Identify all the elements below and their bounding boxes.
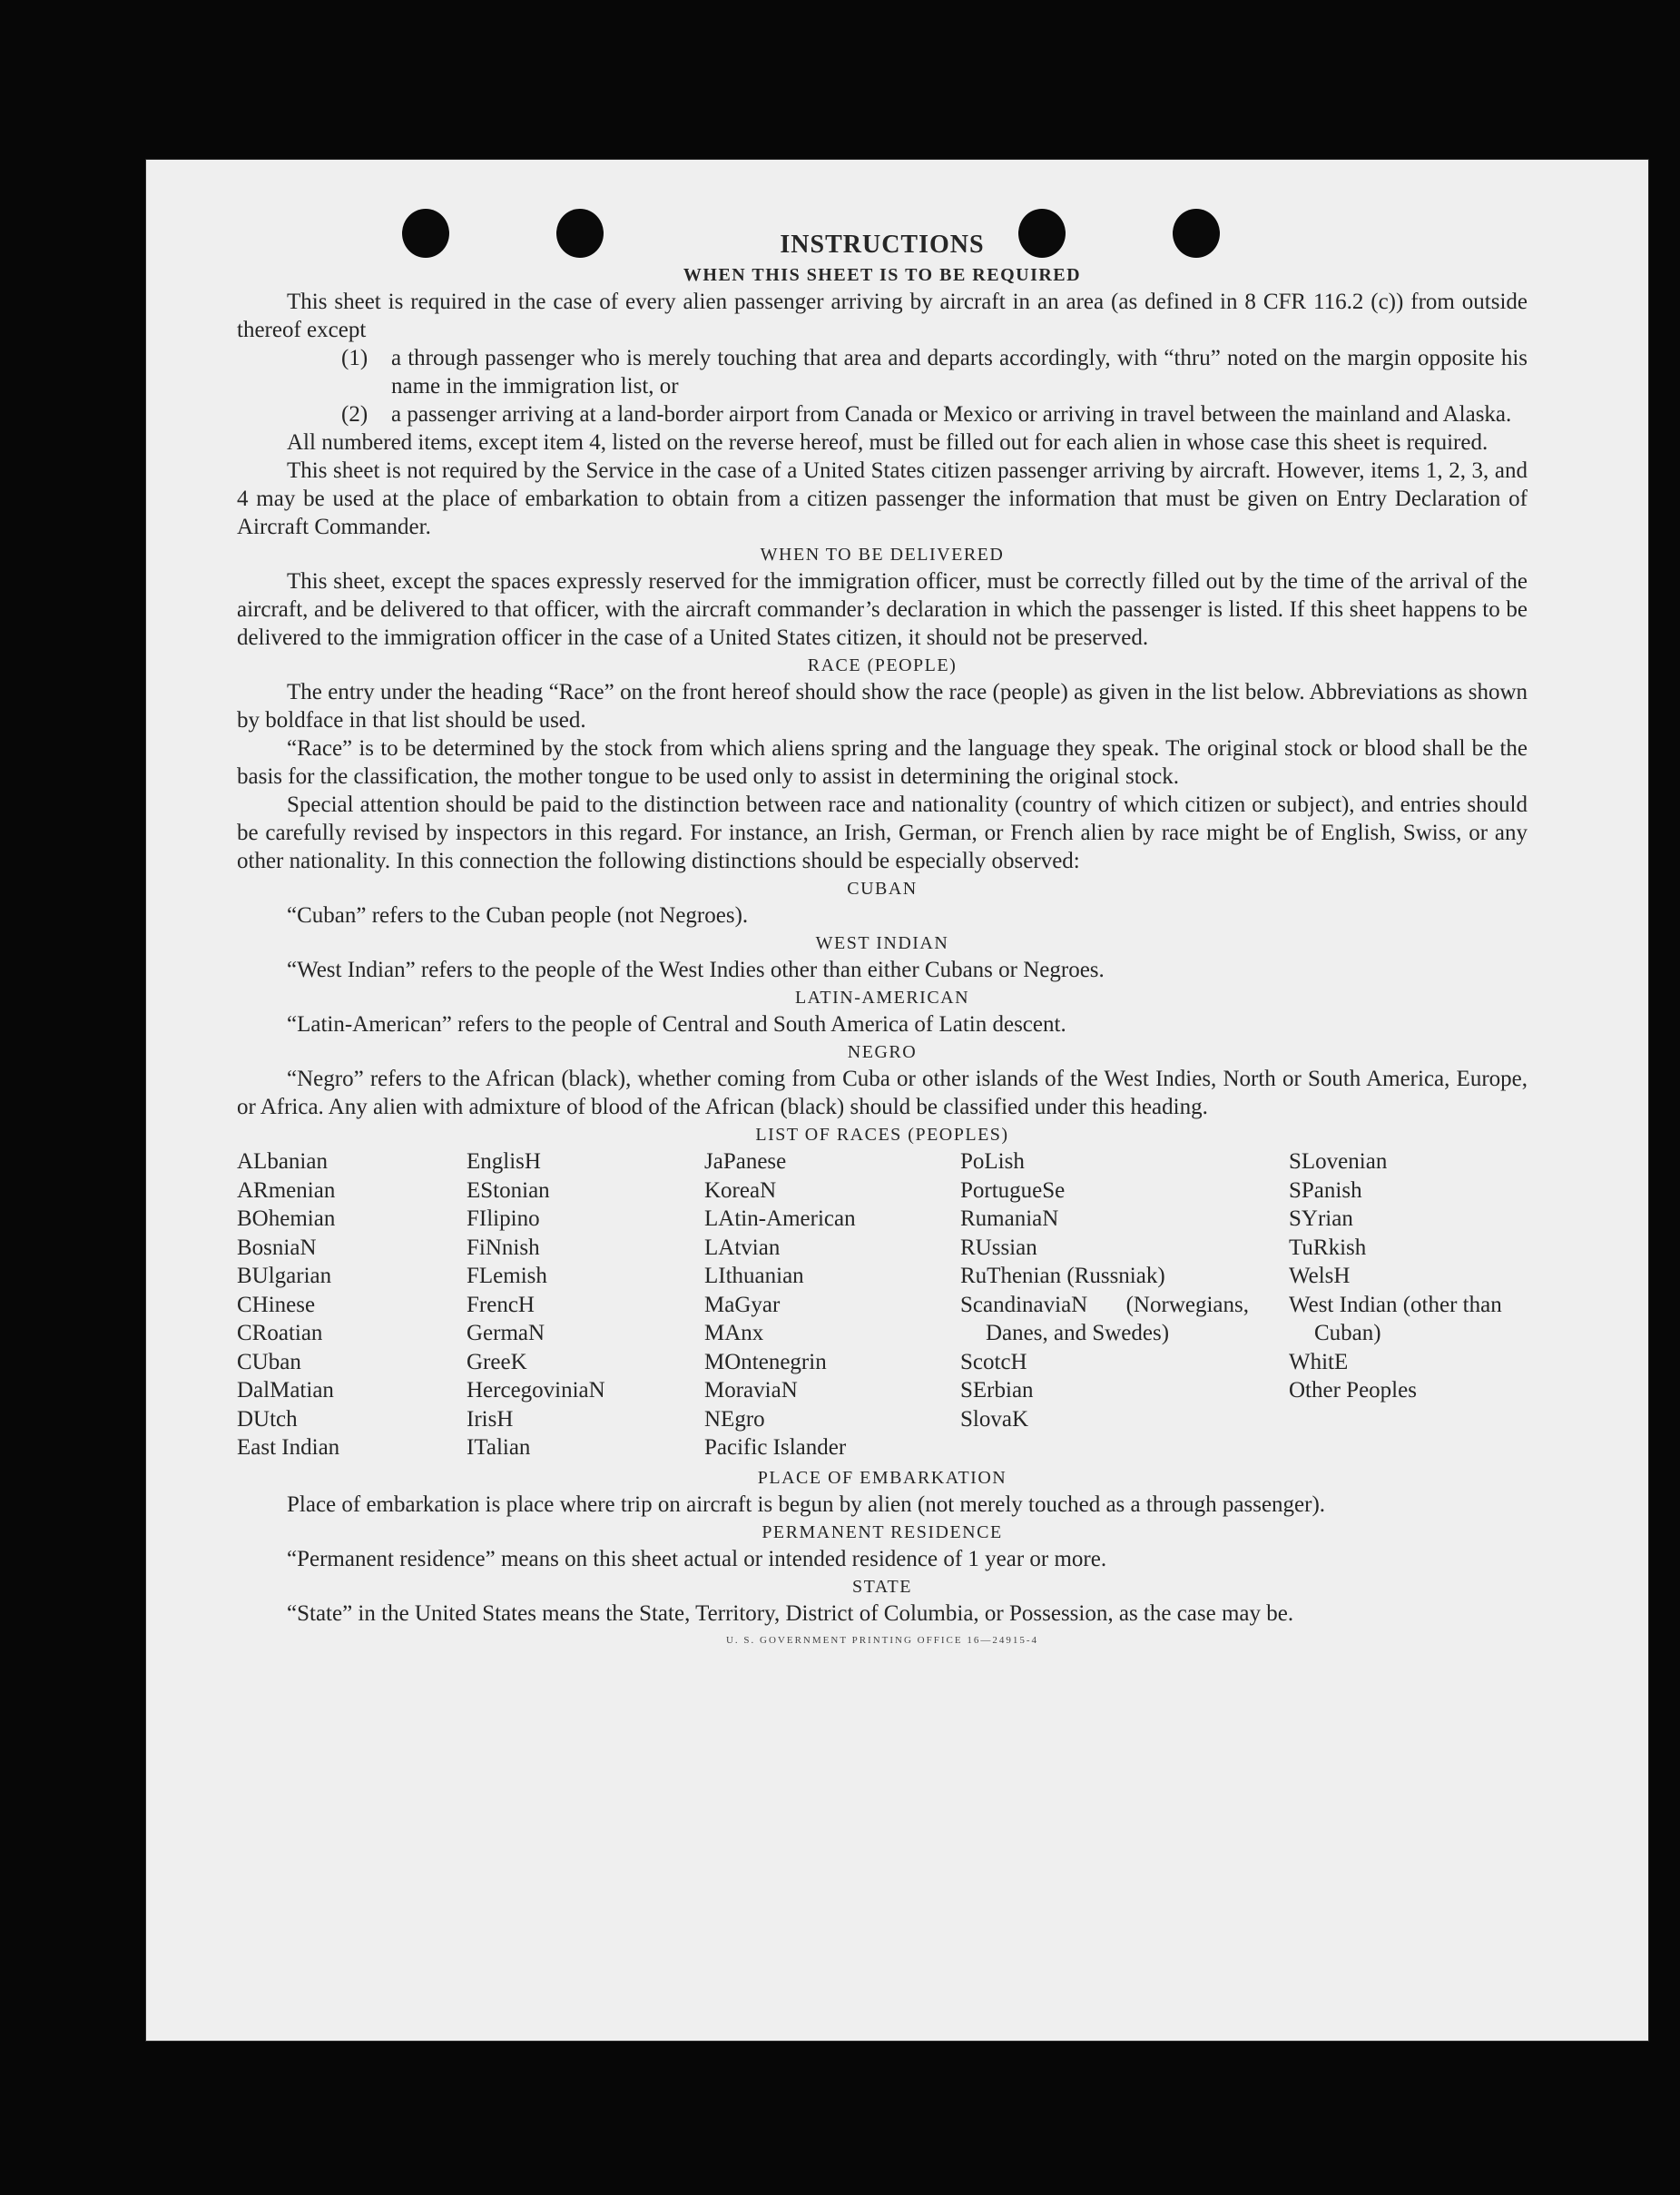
list-item: SlovaK [960, 1406, 1028, 1432]
printing-office-footer: U. S. GOVERNMENT PRINTING OFFICE 16—24915-4 [725, 1634, 1038, 1646]
page-title: INSTRUCTIONS [780, 231, 985, 259]
list-item: PortugueSe [960, 1177, 1066, 1203]
paragraph: All numbered items, except item 4, listed on the reverse hereof, must be filled out for each alien in whose case this sheet is required. [287, 430, 1488, 455]
list-item: BOhemian [237, 1206, 336, 1231]
list-item: RumaniaN [960, 1206, 1059, 1231]
list-item: KoreaN [704, 1177, 777, 1203]
paragraph: This sheet, except the spaces expressly reserved for the immigration officer, must be correctly filled out by the time of the arrival of the aircraft, and be delivered to that officer, with the aircraft commander’s declaration in which the passenger is listed. If this sheet happens to be delivered to the immigration officer in the case of a United States citizen, it should not be preserved. [237, 569, 1528, 650]
list-item: CHinese [237, 1292, 316, 1317]
list-item: LAtin-American [704, 1206, 856, 1231]
list-item: East Indian [237, 1435, 340, 1460]
list-item: FIlipino [467, 1206, 540, 1231]
list-item: BUlgarian [237, 1264, 332, 1288]
list-item: SErbian [960, 1378, 1034, 1403]
list-item [341, 344, 1528, 400]
list-item: EStonian [467, 1177, 550, 1203]
races-column-3 [704, 1147, 960, 1462]
paragraph: This sheet is required in the case of every alien passenger arriving by aircraft in an area (as defined in 8 CFR 116.2 (c)) from outside thereof except [237, 290, 1528, 342]
paragraph: Special attention should be paid to the distinction between race and nationality (country of which citizen or subject), and entries should be carefully revised by inspectors in this regard. For instance, an Irish, German, or French alien by race might be of English, Swiss, or any other nationality. In this connection the following distinctions should be especially observed: [237, 792, 1528, 873]
list-item: LAtvian [704, 1235, 781, 1260]
document-sheet [146, 160, 1648, 2041]
heading-state: STATE [852, 1576, 912, 1597]
list-item: FrencH [467, 1292, 535, 1317]
list-item: ITalian [467, 1435, 531, 1460]
list-item: CUban [237, 1349, 301, 1374]
paragraph: Place of embarkation is place where trip on aircraft is begun by alien (not merely touched as a through passenger). [287, 1491, 1326, 1517]
list-item: ScandinaviaN (Norwegians, Danes, and Swedes) [960, 1292, 1249, 1345]
list-item: ALbanian [237, 1149, 328, 1174]
paragraph: “West Indian” refers to the people of the West Indies other than either Cubans or Negroes. [287, 958, 1105, 982]
paragraph: “Negro” refers to the African (black), whether coming from Cuba or other islands of the West Indies, North or South America, Europe, or Africa. Any alien with admixture of blood of the African (black) should be classified under this heading. [237, 1067, 1528, 1119]
list-item: MaGyar [704, 1292, 781, 1317]
list-item: MOntenegrin [704, 1349, 827, 1374]
heading-west-indian: WEST INDIAN [815, 933, 949, 953]
heading-latin-american: LATIN-AMERICAN [794, 988, 970, 1008]
list-item [341, 400, 1528, 428]
heading-negro: NEGRO [847, 1042, 918, 1062]
races-column-2 [467, 1147, 704, 1462]
list-item: PoLish [960, 1149, 1025, 1174]
list-item: DalMatian [237, 1378, 334, 1403]
list-item: MAnx [704, 1321, 764, 1345]
heading-when-delivered: WHEN TO BE DELIVERED [760, 545, 1005, 565]
list-item: BosniaN [237, 1235, 317, 1260]
heading-embarkation: PLACE OF EMBARKATION [757, 1467, 1007, 1488]
list-item: West Indian (other than Cuban) [1289, 1292, 1502, 1345]
item-text: a passenger arriving at a land-border airport from Canada or Mexico or arriving in travel between the mainland and Alaska. [391, 402, 1512, 427]
list-item: RUssian [960, 1235, 1037, 1260]
heading-permanent-residence: PERMANENT RESIDENCE [761, 1521, 1003, 1542]
list-item: LIthuanian [704, 1264, 804, 1288]
heading-list-of-races: LIST OF RACES (PEOPLES) [755, 1125, 1009, 1145]
heading-cuban: CUBAN [847, 879, 918, 899]
list-item: HercegoviniaN [467, 1378, 605, 1403]
paragraph: “State” in the United States means the State, Territory, District of Columbia, or Possession, as the case may be. [287, 1600, 1294, 1626]
item-number: (1) [341, 346, 368, 370]
document-content [237, 231, 1528, 1646]
list-item: RuThenian (Russniak) [960, 1264, 1165, 1288]
list-item: SPanish [1289, 1177, 1362, 1203]
list-item: GermaN [467, 1321, 545, 1345]
paragraph: “Race” is to be determined by the stock from which aliens spring and the language they speak. The original stock or blood shall be the basis for the classification, the mother tongue to be used only to assist in determining the original stock. [237, 736, 1528, 789]
list-item: GreeK [467, 1349, 527, 1374]
list-item: Pacific Islander [704, 1435, 847, 1460]
list-item: ARmenian [237, 1177, 336, 1203]
races-column-5 [1289, 1147, 1528, 1462]
item-number: (2) [341, 402, 368, 427]
list-item: JaPanese [704, 1149, 787, 1174]
item-text: a through passenger who is merely touching that area and departs accordingly, with “thru” noted on the margin opposite his name in the immigration list, or [391, 346, 1528, 399]
list-item: CRoatian [237, 1321, 323, 1345]
list-item: IrisH [467, 1406, 514, 1432]
paragraph: “Latin-American” refers to the people of Central and South America of Latin descent. [287, 1012, 1066, 1037]
list-item: FiNnish [467, 1235, 540, 1260]
paragraph: This sheet is not required by the Service in the case of a United States citizen passenger arriving by aircraft. However, items 1, 2, 3, and 4 may be used at the place of embarkation to obtain from a citizen passenger the information that must be given on Entry Declaration of Aircraft Commander. [237, 458, 1528, 539]
paragraph: “Cuban” refers to the Cuban people (not Negroes). [287, 903, 749, 928]
list-item: WelsH [1289, 1264, 1351, 1288]
list-item: MoraviaN [704, 1378, 798, 1403]
list-item: EnglisH [467, 1149, 541, 1174]
list-item: WhitE [1289, 1349, 1349, 1374]
list-item: DUtch [237, 1406, 298, 1432]
heading-race: RACE (PEOPLE) [807, 655, 958, 675]
paragraph: “Permanent residence” means on this sheet actual or intended residence of 1 year or more. [287, 1546, 1107, 1571]
list-item: FLemish [467, 1264, 547, 1288]
races-column-4 [960, 1147, 1289, 1462]
heading-when-required: WHEN THIS SHEET IS TO BE REQUIRED [683, 265, 1082, 285]
paragraph: The entry under the heading “Race” on the front hereof should show the race (people) as given in the list below. Abbreviations as shown by boldface in that list should be used. [237, 680, 1528, 733]
list-item: SYrian [1289, 1206, 1353, 1231]
list-item: TuRkish [1289, 1235, 1367, 1260]
list-item: NEgro [704, 1406, 765, 1432]
list-item: Other Peoples [1289, 1378, 1417, 1403]
races-list [237, 1147, 1528, 1462]
list-item: ScotcH [960, 1349, 1027, 1374]
races-column-1 [237, 1147, 467, 1462]
list-item: SLovenian [1289, 1149, 1388, 1174]
